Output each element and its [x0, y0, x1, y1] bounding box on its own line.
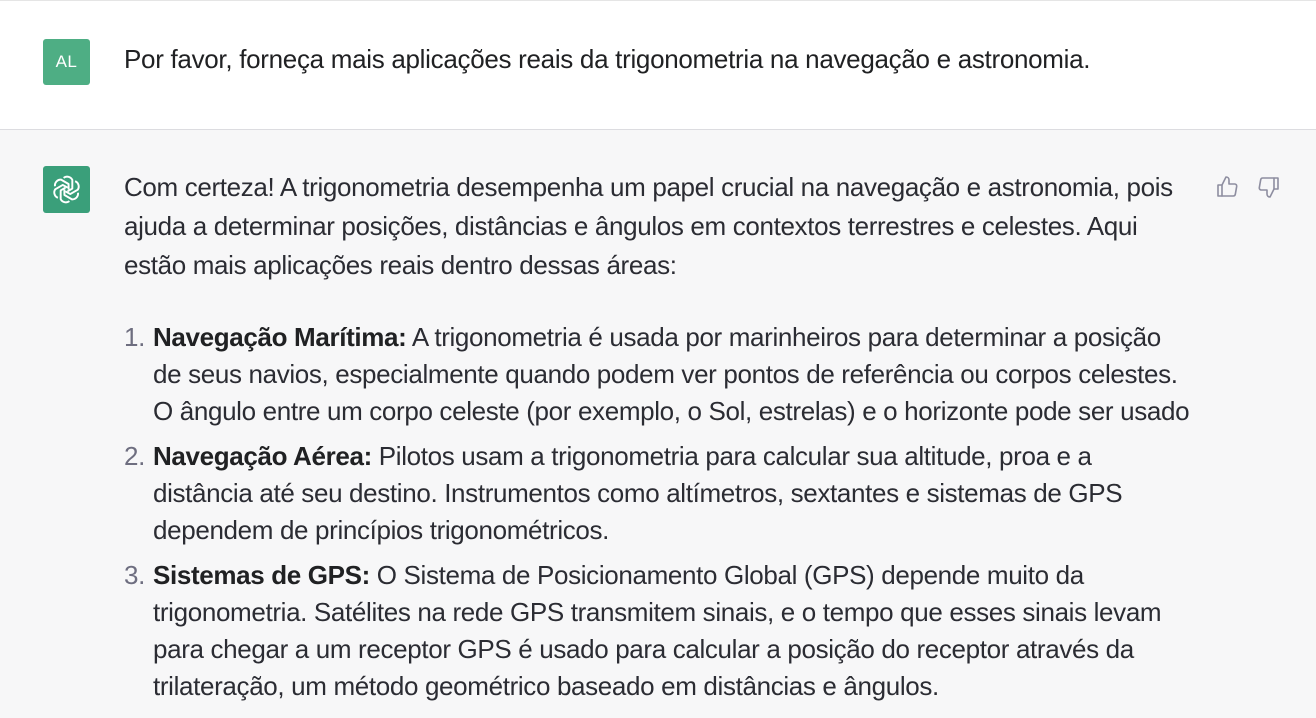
list-item-number: 2. — [124, 441, 145, 471]
list-item — [124, 438, 1194, 549]
list-item-content — [153, 319, 1194, 430]
assistant-message-row — [0, 130, 1316, 718]
list-item-content — [153, 557, 1194, 705]
thumbs-down-icon — [1257, 175, 1281, 199]
assistant-intro: Com certeza! A trigonometria desempenha um papel crucial na navegação e astronomia, pois ajuda a determinar posições, distâncias e ângulos em contextos terrestres e celestes. Aqui estão mais aplicações reais dentro dessas áreas: — [124, 172, 1173, 280]
list-item-text: A trigonometria é usada por marinheiros para determinar a posição de seus navios, especialmente quando podem ver pontos de referência ou corpos celestes. O ângulo entre um corpo celeste (por exemplo, o Sol, estrelas) e o horizonte pode ser usado — [153, 322, 1190, 426]
openai-logo-icon — [51, 174, 82, 205]
list-item — [124, 319, 1194, 430]
user-message-text: Por favor, forneça mais aplicações reais da trigonometria na navegação e astronomia. — [124, 44, 1091, 74]
list-item-text: O Sistema de Posicionamento Global (GPS) depende muito da trigonometria. Satélites na rede GPS transmitem sinais, e o tempo que esses sinais levam para chegar a um receptor GPS é usado para calcular a posição do receptor através da trilateração, um método geométrico baseado em distâncias e ângulos. — [153, 560, 1162, 701]
list-item-number: 3. — [124, 560, 145, 590]
applications-list — [124, 319, 1194, 705]
assistant-message-body — [124, 168, 1194, 713]
list-item-title: Navegação Aérea: — [153, 441, 372, 471]
list-item-title: Navegação Marítima: — [153, 322, 407, 352]
list-item-content — [153, 438, 1194, 549]
user-avatar: AL — [43, 39, 90, 85]
list-item-title: Sistemas de GPS: — [153, 560, 370, 590]
list-item — [124, 557, 1194, 705]
list-item-number: 1. — [124, 322, 145, 352]
thumbs-up-icon — [1215, 175, 1239, 199]
assistant-avatar — [43, 166, 90, 213]
thumbs-up-button[interactable] — [1214, 174, 1240, 200]
list-item-text: Pilotos usam a trigonometria para calcular sua altitude, proa e a distância até seu destino. Instrumentos como altímetros, sextantes e sistemas de GPS dependem de princípios trigonométricos. — [153, 441, 1123, 545]
thumbs-down-button[interactable] — [1256, 174, 1282, 200]
user-message-row — [0, 0, 1316, 130]
